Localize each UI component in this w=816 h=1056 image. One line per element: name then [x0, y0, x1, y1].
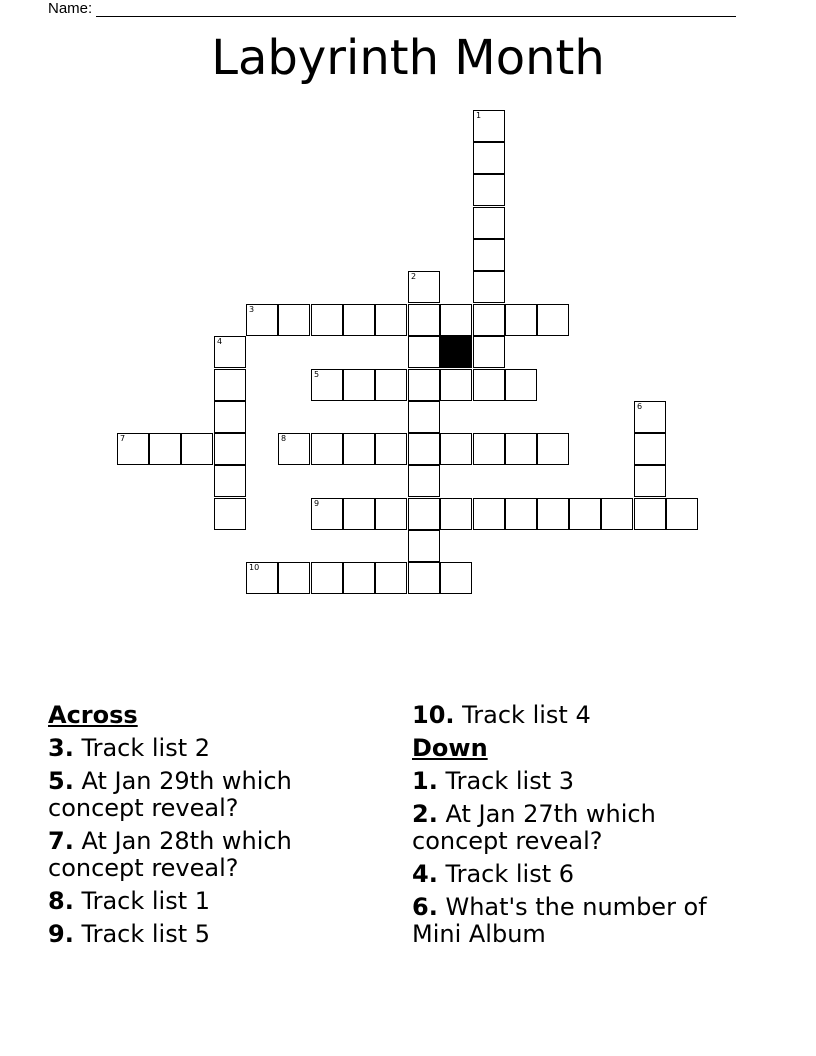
grid-cell[interactable]: [634, 433, 666, 465]
grid-cell-10[interactable]: [246, 562, 278, 594]
across-clue: [48, 888, 348, 915]
clue-number: 9: [314, 499, 320, 508]
clue-text: At Jan 29th which concept reveal?: [48, 767, 292, 822]
clues-right-column: [412, 702, 742, 954]
clue-text: Track list 2: [73, 734, 211, 762]
grid-cell[interactable]: [343, 369, 375, 401]
clue-number-label: 9.: [48, 920, 74, 948]
grid-cell[interactable]: [505, 433, 537, 465]
grid-cell-7[interactable]: [117, 433, 149, 465]
grid-cell[interactable]: [408, 530, 440, 562]
across-heading: Across: [48, 701, 138, 729]
clue-text: Track list 5: [73, 920, 211, 948]
down-heading: Down: [412, 734, 488, 762]
grid-cell-4[interactable]: [214, 336, 246, 368]
grid-cell-5[interactable]: [311, 369, 343, 401]
grid-cell[interactable]: [473, 304, 505, 336]
grid-cell[interactable]: [181, 433, 213, 465]
grid-cell[interactable]: [473, 336, 505, 368]
clue-number-label: 3.: [48, 734, 74, 762]
clue-number-label: 1.: [412, 767, 438, 795]
grid-cell-1[interactable]: [473, 110, 505, 142]
name-label: Name:: [48, 0, 93, 17]
grid-cell[interactable]: [375, 369, 407, 401]
grid-cell[interactable]: [473, 498, 505, 530]
grid-cell[interactable]: [311, 304, 343, 336]
clue-number: 3: [249, 305, 255, 314]
black-cell: [440, 336, 472, 368]
grid-cell[interactable]: [408, 304, 440, 336]
grid-cell[interactable]: [408, 369, 440, 401]
clue-number-label: 5.: [48, 767, 74, 795]
grid-cell[interactable]: [214, 465, 246, 497]
grid-cell[interactable]: [311, 433, 343, 465]
clue-number-label: 4.: [412, 860, 438, 888]
clue-number: 8: [281, 434, 287, 443]
clue-number: 10: [249, 563, 260, 572]
grid-cell[interactable]: [375, 433, 407, 465]
down-clue: [412, 768, 742, 795]
clue-number-label: 10.: [412, 701, 455, 729]
across-clue: [48, 768, 348, 822]
grid-cell[interactable]: [634, 498, 666, 530]
grid-cell[interactable]: [440, 562, 472, 594]
across-clue: [48, 828, 348, 882]
grid-cell[interactable]: [343, 562, 375, 594]
across-clue: [48, 735, 348, 762]
clues-left-column: [48, 702, 348, 954]
clue-text: Track list 6: [437, 860, 575, 888]
clue-text: Track list 3: [437, 767, 575, 795]
grid-cell[interactable]: [537, 304, 569, 336]
grid-cell[interactable]: [505, 369, 537, 401]
grid-cell[interactable]: [537, 433, 569, 465]
grid-cell[interactable]: [408, 465, 440, 497]
clue-number: 4: [217, 337, 223, 346]
clue-number-label: 6.: [412, 893, 438, 921]
grid-cell-6[interactable]: [634, 401, 666, 433]
grid-cell-3[interactable]: [246, 304, 278, 336]
clue-number-label: 2.: [412, 800, 438, 828]
grid-cell[interactable]: [408, 336, 440, 368]
down-clue: [412, 861, 742, 888]
grid-cell-9[interactable]: [311, 498, 343, 530]
grid-cell[interactable]: [473, 239, 505, 271]
grid-cell[interactable]: [343, 304, 375, 336]
grid-cell[interactable]: [278, 304, 310, 336]
grid-cell[interactable]: [505, 304, 537, 336]
grid-cell[interactable]: [473, 174, 505, 206]
clue-number: 7: [120, 434, 126, 443]
grid-cell[interactable]: [473, 271, 505, 303]
grid-cell[interactable]: [375, 304, 407, 336]
clue-number: 6: [637, 402, 643, 411]
clue-number: 2: [411, 272, 417, 281]
clue-number-label: 7.: [48, 827, 74, 855]
grid-cell[interactable]: [214, 498, 246, 530]
grid-cell[interactable]: [408, 562, 440, 594]
grid-cell[interactable]: [214, 401, 246, 433]
clue-text: Track list 1: [73, 887, 211, 915]
clue-text: What's the number of Mini Album: [412, 893, 707, 948]
across-clue: [412, 702, 742, 729]
grid-cell[interactable]: [214, 369, 246, 401]
clue-text: At Jan 28th which concept reveal?: [48, 827, 292, 882]
grid-cell[interactable]: [666, 498, 698, 530]
grid-cell[interactable]: [537, 498, 569, 530]
clue-text: At Jan 27th which concept reveal?: [412, 800, 656, 855]
down-clue: [412, 894, 742, 948]
grid-cell[interactable]: [343, 433, 375, 465]
grid-cell[interactable]: [473, 207, 505, 239]
clue-text: Track list 4: [454, 701, 591, 729]
grid-cell-2[interactable]: [408, 271, 440, 303]
grid-cell[interactable]: [375, 498, 407, 530]
grid-cell[interactable]: [634, 465, 666, 497]
grid-cell[interactable]: [473, 369, 505, 401]
grid-cell[interactable]: [214, 433, 246, 465]
page-title: Labyrinth Month: [211, 30, 605, 86]
clue-number: 1: [476, 111, 482, 120]
grid-cell[interactable]: [601, 498, 633, 530]
grid-cell[interactable]: [408, 433, 440, 465]
grid-cell[interactable]: [408, 498, 440, 530]
grid-cell[interactable]: [149, 433, 181, 465]
grid-cell[interactable]: [473, 433, 505, 465]
down-clue: [412, 801, 742, 855]
grid-cell[interactable]: [440, 369, 472, 401]
clue-number: 5: [314, 370, 320, 379]
grid-cell[interactable]: [505, 498, 537, 530]
grid-cell[interactable]: [440, 498, 472, 530]
grid-cell[interactable]: [278, 562, 310, 594]
grid-cell[interactable]: [311, 562, 343, 594]
grid-cell[interactable]: [440, 433, 472, 465]
across-clue: [48, 921, 348, 948]
grid-cell[interactable]: [473, 142, 505, 174]
grid-cell[interactable]: [440, 304, 472, 336]
grid-cell[interactable]: [569, 498, 601, 530]
grid-cell-8[interactable]: [278, 433, 310, 465]
grid-cell[interactable]: [408, 401, 440, 433]
clue-number-label: 8.: [48, 887, 74, 915]
grid-cell[interactable]: [343, 498, 375, 530]
grid-cell[interactable]: [375, 562, 407, 594]
